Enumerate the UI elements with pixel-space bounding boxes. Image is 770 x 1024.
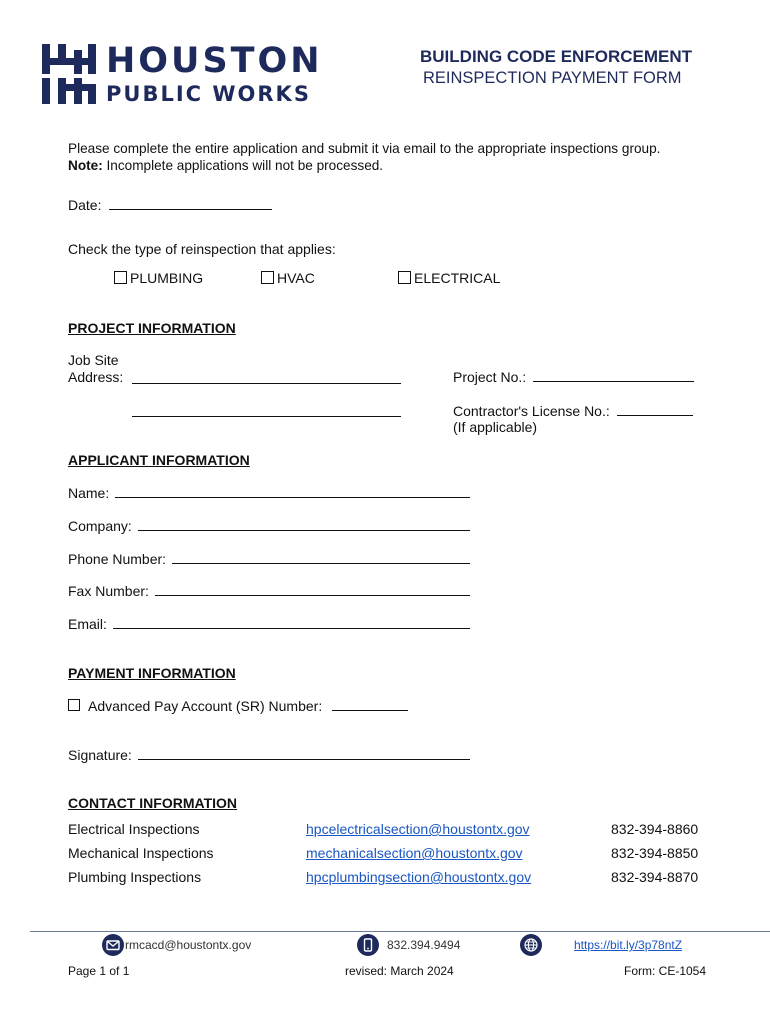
contact-name-electrical: Electrical Inspections — [68, 821, 200, 837]
footer-divider — [30, 931, 770, 932]
email-row — [68, 616, 470, 632]
date-label: Date: — [68, 197, 102, 213]
contact-phone-electrical: 832-394-8860 — [611, 821, 699, 837]
hvac-checkbox[interactable] — [261, 271, 274, 284]
mail-icon — [102, 934, 124, 956]
name-field[interactable] — [115, 485, 470, 498]
plumbing-label: PLUMBING — [130, 270, 204, 286]
license-label: Contractor's License No.: — [453, 403, 610, 419]
date-row — [68, 197, 272, 213]
electrical-checkbox[interactable] — [398, 271, 411, 284]
electrical-label: ELECTRICAL — [414, 270, 501, 286]
job-site-label: Job Site — [68, 352, 119, 368]
revised-date: revised: March 2024 — [345, 964, 454, 978]
page-number: Page 1 of 1 — [68, 964, 130, 978]
footer-email[interactable]: rmcacd@houstontx.gov — [125, 938, 252, 952]
contact-email-mechanical[interactable]: mechanicalsection@houstontx.gov — [306, 845, 523, 861]
phone-icon — [357, 934, 379, 956]
project-no-row — [453, 369, 694, 385]
logo-public-works: PUBLIC WORKS — [106, 82, 311, 106]
contact-heading: CONTACT INFORMATION — [68, 795, 238, 811]
fax-field[interactable] — [155, 583, 470, 596]
company-field[interactable] — [138, 518, 470, 531]
intro-text: Please complete the entire application and submit it via email to the appropriate inspections group. — [68, 141, 661, 156]
name-row — [68, 485, 470, 501]
footer-phone[interactable]: 832.394.9494 — [387, 938, 461, 952]
advanced-pay-row — [88, 698, 408, 714]
phone-label: Phone Number: — [68, 551, 167, 567]
address-field-1[interactable] — [132, 371, 401, 384]
applicant-heading: APPLICANT INFORMATION — [68, 452, 250, 468]
phone-field[interactable] — [172, 551, 470, 564]
payment-heading: PAYMENT INFORMATION — [68, 665, 236, 681]
email-field[interactable] — [113, 616, 470, 629]
address-field-2[interactable] — [132, 404, 401, 417]
contact-email-electrical[interactable]: hpcelectricalsection@houstontx.gov — [306, 821, 530, 837]
reinspection-prompt: Check the type of reinspection that applies: — [68, 241, 336, 257]
contact-phone-plumbing: 832-394-8870 — [611, 869, 699, 885]
project-no-field[interactable] — [533, 369, 694, 382]
note-label: Note: — [68, 158, 103, 173]
contact-name-plumbing: Plumbing Inspections — [68, 869, 202, 885]
plumbing-checkbox[interactable] — [114, 271, 127, 284]
contact-phone-mechanical: 832-394-8850 — [611, 845, 699, 861]
hvac-label: HVAC — [277, 270, 315, 286]
intro-note — [68, 158, 383, 173]
advanced-pay-label: Advanced Pay Account (SR) Number: — [88, 698, 323, 714]
company-label: Company: — [68, 518, 132, 534]
houston-public-works-logo-mark — [42, 44, 98, 106]
sr-number-field[interactable] — [332, 698, 408, 711]
project-heading: PROJECT INFORMATION — [68, 320, 236, 336]
note-text: Incomplete applications will not be processed. — [102, 158, 384, 173]
fax-label: Fax Number: — [68, 583, 149, 599]
contact-name-mechanical: Mechanical Inspections — [68, 845, 214, 861]
license-field[interactable] — [617, 403, 693, 416]
footer-url[interactable]: https://bit.ly/3p78ntZ — [574, 938, 683, 952]
form-subtitle: REINSPECTION PAYMENT FORM — [423, 69, 682, 87]
email-label: Email: — [68, 616, 107, 632]
globe-icon — [520, 934, 542, 956]
name-label: Name: — [68, 485, 110, 501]
if-applicable-note: (If applicable) — [453, 419, 538, 435]
project-no-label: Project No.: — [453, 369, 527, 385]
logo-houston: HOUSTON — [106, 41, 323, 81]
form-title: BUILDING CODE ENFORCEMENT — [420, 47, 692, 66]
company-row — [68, 518, 470, 534]
contact-email-plumbing[interactable]: hpcplumbingsection@houstontx.gov — [306, 869, 532, 885]
signature-field[interactable] — [138, 747, 470, 760]
date-field[interactable] — [109, 197, 272, 210]
signature-label: Signature: — [68, 747, 132, 763]
signature-row — [68, 747, 470, 763]
advanced-pay-checkbox[interactable] — [68, 699, 80, 711]
license-row — [453, 403, 693, 419]
address-label: Address: — [68, 369, 124, 385]
form-number: Form: CE-1054 — [624, 964, 707, 978]
phone-row — [68, 551, 470, 567]
fax-row — [68, 583, 470, 599]
